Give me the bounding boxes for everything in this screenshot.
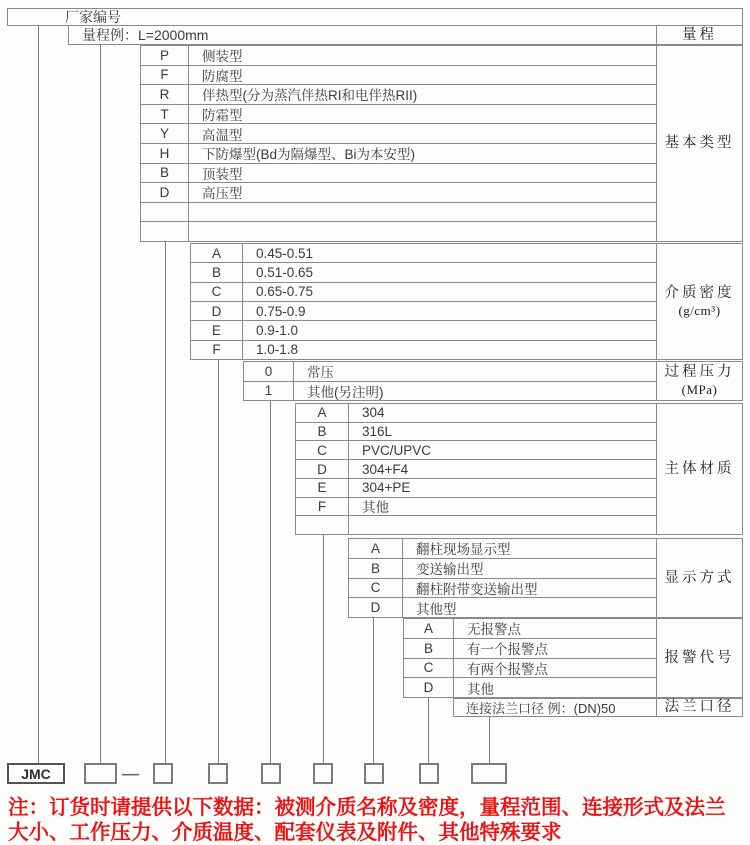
flange-text: 连接法兰口径 例：(DN)50: [466, 701, 616, 716]
model-name-box: [7, 763, 65, 784]
code-cell: D: [296, 460, 349, 478]
desc-cell: 304+F4: [362, 461, 409, 477]
dash-glyph: —: [122, 763, 139, 783]
table-row: [404, 638, 656, 658]
label-text: 法兰口径: [664, 699, 735, 715]
table-row: [296, 422, 656, 441]
section-alarm: [403, 618, 743, 698]
desc-cell: 304+PE: [362, 480, 411, 496]
code-cell: F: [191, 341, 243, 359]
table-row: [141, 65, 656, 85]
table-row: [141, 46, 656, 65]
code-cell: D: [191, 302, 243, 320]
table-row: [404, 619, 656, 638]
table-row: [296, 459, 656, 478]
table-row: [191, 262, 656, 281]
code-box-basic: [153, 763, 173, 784]
code-box-pressure: [261, 763, 281, 784]
code-cell: Y: [141, 124, 189, 143]
flange-row: [453, 698, 743, 717]
desc-cell: 高压型: [202, 186, 243, 202]
code-box-display: [364, 763, 384, 784]
desc-cell: 0.51-0.65: [256, 264, 314, 280]
desc-cell: 翻柱附带变送输出型: [416, 581, 538, 597]
table-row: [244, 362, 656, 381]
connector-line: [100, 45, 101, 763]
code-cell: E: [296, 479, 349, 497]
table-row: [296, 404, 656, 422]
connector-line: [270, 401, 271, 763]
desc-cell: [189, 203, 656, 222]
code-box-flange: [471, 763, 507, 784]
label-text: 报警代号: [664, 649, 735, 666]
desc-cell: 其他型: [416, 601, 457, 617]
table-row: [141, 163, 656, 183]
table-row: [454, 699, 656, 716]
section-basic-type: [140, 45, 743, 242]
code-cell: A: [404, 619, 454, 638]
table-row: [141, 221, 656, 241]
desc-cell: 顶装型: [202, 166, 243, 182]
desc-cell: 有两个报警点: [467, 661, 548, 677]
desc-cell: 其他: [467, 681, 494, 697]
table-row: [141, 123, 656, 143]
table-row: [191, 320, 656, 339]
table-row: [141, 104, 656, 124]
code-cell: D: [141, 183, 189, 202]
section-label-pressure: [657, 361, 743, 401]
code-cell: F: [296, 498, 349, 516]
code-cell: C: [404, 659, 454, 678]
section-label-flange: [657, 698, 743, 717]
code-cell: E: [191, 321, 243, 339]
connector-line: [489, 717, 490, 763]
order-note-line2: 大小、工作压力、介质温度、配套仪表及附件、其他特殊要求: [8, 821, 562, 844]
connector-line: [428, 698, 429, 763]
desc-cell: 0.65-0.75: [256, 284, 314, 300]
section-label-range: [657, 25, 743, 45]
code-cell: A: [191, 244, 243, 262]
code-cell: D: [349, 598, 403, 617]
desc-cell: 316L: [362, 424, 393, 440]
section-label-display: [657, 538, 743, 618]
code-cell: H: [141, 144, 189, 163]
code-cell: B: [191, 263, 243, 281]
section-display: [348, 538, 743, 618]
code-cell: T: [141, 105, 189, 124]
table-row: [349, 558, 656, 578]
section-label-density: [657, 243, 743, 360]
dash-separator: [122, 763, 139, 784]
desc-cell: 0.45-0.51: [256, 245, 314, 261]
manufacturer-box: [7, 8, 743, 26]
code-box-alarm: [419, 763, 439, 784]
table-row: [141, 202, 656, 222]
label-unit: (MPa): [681, 382, 718, 397]
table-row: [141, 182, 656, 202]
table-row: [349, 597, 656, 617]
label-text: 过程压力: [664, 364, 735, 380]
table-row: [296, 497, 656, 516]
connector-line: [373, 618, 374, 763]
desc-cell: 1.0-1.8: [256, 342, 299, 358]
table-row: [296, 440, 656, 459]
table-row: [349, 578, 656, 598]
desc-cell: 0.75-0.9: [256, 303, 306, 319]
code-cell: [141, 222, 189, 241]
desc-cell: 304: [362, 405, 385, 421]
desc-cell: [349, 516, 656, 534]
label-text: 量程: [682, 26, 717, 43]
code-cell: B: [296, 423, 349, 441]
connector-line: [38, 25, 39, 763]
code-cell: [141, 203, 189, 222]
manufacturer-label: 厂家编号: [65, 9, 121, 25]
code-cell: C: [191, 283, 243, 301]
connector-line: [165, 242, 166, 763]
desc-cell: 0.9-1.0: [256, 322, 299, 338]
table-row: [404, 658, 656, 678]
section-label-material: [657, 403, 743, 535]
section-label-basic: [657, 45, 743, 242]
table-row: [191, 340, 656, 359]
model-name: JMC: [21, 765, 51, 782]
desc-cell: 侧装型: [202, 49, 243, 65]
code-cell: B: [349, 559, 403, 578]
code-cell: A: [349, 539, 403, 558]
section-pressure: [243, 361, 743, 401]
range-row: [68, 25, 743, 45]
connector-line: [218, 360, 219, 763]
code-cell: D: [404, 678, 454, 697]
section-density: [190, 243, 743, 360]
code-cell: C: [296, 441, 349, 459]
section-material: [295, 403, 743, 535]
code-cell: 0: [244, 362, 294, 381]
order-note-line1: 注：订货时请提供以下数据：被测介质名称及密度，量程范围、连接形式及法兰: [8, 796, 726, 819]
label-unit: (g/cm³): [678, 302, 721, 318]
table-row: [349, 539, 656, 558]
desc-cell: 常压: [307, 365, 334, 381]
table-row: [191, 301, 656, 320]
section-label-alarm: [657, 618, 743, 698]
code-box-density: [208, 763, 228, 784]
code-cell: A: [296, 404, 349, 422]
label-text: 主体材质: [664, 460, 735, 477]
code-cell: 1: [244, 382, 294, 401]
range-example-text: 量程例：L=2000mm: [82, 27, 209, 43]
code-box-range: [84, 763, 117, 784]
desc-cell: 其他(另注明): [307, 384, 384, 400]
desc-cell: 变送输出型: [416, 562, 484, 578]
code-cell: F: [141, 66, 189, 85]
order-note: [8, 795, 748, 845]
desc-cell: 高温型: [202, 127, 243, 143]
desc-cell: 防腐型: [202, 68, 243, 84]
desc-cell: 其他: [362, 500, 389, 516]
table-row: [141, 143, 656, 163]
code-cell: P: [141, 46, 189, 65]
code-cell: C: [349, 579, 403, 598]
label-text: 基本类型: [664, 135, 735, 151]
desc-cell: 下防爆型(Bd为隔爆型、Bi为本安型): [202, 147, 416, 163]
desc-cell: 伴热型(分为蒸汽伴热RI和电伴热RII): [202, 88, 418, 104]
desc-cell: 翻柱现场显示型: [416, 542, 511, 558]
desc-cell: 无报警点: [467, 622, 521, 638]
code-box-material: [313, 763, 333, 784]
table-row: [244, 381, 656, 401]
code-cell: B: [404, 639, 454, 658]
connector-line: [323, 535, 324, 763]
table-row: [69, 26, 656, 44]
table-row: [296, 478, 656, 497]
label-text: 介质密度: [664, 284, 735, 301]
table-row: [191, 282, 656, 301]
code-cell: R: [141, 85, 189, 104]
code-cell: B: [141, 164, 189, 183]
desc-cell: PVC/UPVC: [362, 442, 432, 458]
desc-cell: 防霜型: [202, 108, 243, 124]
desc-cell: 有一个报警点: [467, 642, 548, 658]
table-row: [404, 677, 656, 697]
table-row: [141, 84, 656, 104]
table-row: [191, 244, 656, 262]
desc-cell: [189, 222, 656, 241]
table-row: [296, 515, 656, 534]
label-text: 显示方式: [664, 569, 735, 586]
code-cell: [296, 516, 349, 534]
